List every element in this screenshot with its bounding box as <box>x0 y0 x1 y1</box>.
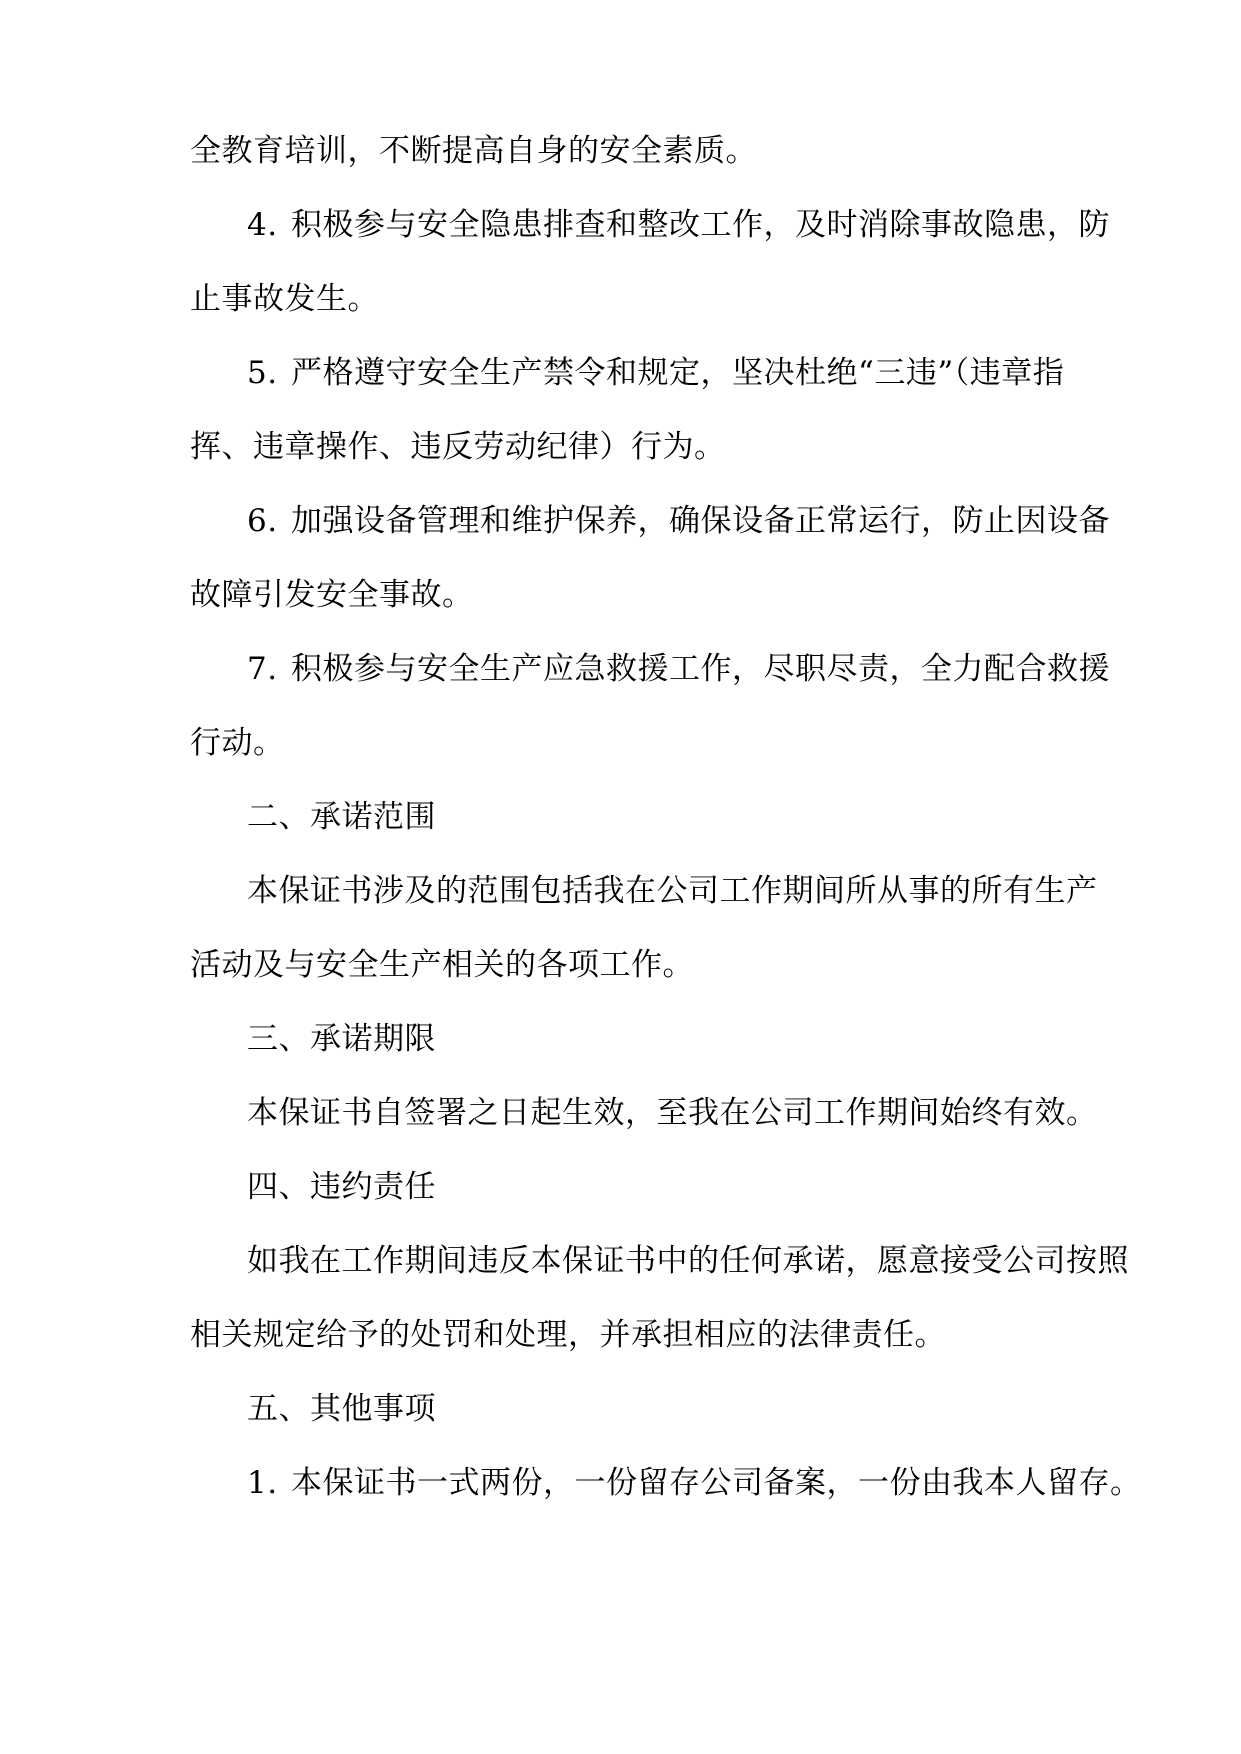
list-item-6-line-1 <box>247 501 1110 541</box>
list-item-7-line-1 <box>247 649 1110 689</box>
list-number: 4. <box>247 207 278 243</box>
list-item-text: 严格遵守安全生产禁令和规定，坚决杜绝“三违”（违章指 <box>291 355 1065 391</box>
section-heading-3: 三、承诺期限 <box>247 1021 436 1057</box>
section-4-line-2: 相关规定给予的处罚和处理，并承担相应的法律责任。 <box>190 1317 946 1353</box>
section-3-line-1: 本保证书自签署之日起生效，至我在公司工作期间始终有效。 <box>247 1095 1098 1131</box>
list-item-text: 加强设备管理和维护保养，确保设备正常运行，防止因设备 <box>291 503 1110 539</box>
section-2-line-1: 本保证书涉及的范围包括我在公司工作期间所从事的所有生产 <box>247 873 1098 909</box>
list-number: 7. <box>247 651 278 687</box>
section-heading-2: 二、承诺范围 <box>247 799 436 835</box>
section-heading-5: 五、其他事项 <box>247 1391 436 1427</box>
section-2-line-2: 活动及与安全生产相关的各项工作。 <box>190 947 694 983</box>
list-item-6-line-2: 故障引发安全事故。 <box>190 577 474 613</box>
section-4-line-1: 如我在工作期间违反本保证书中的任何承诺，愿意接受公司按照 <box>247 1243 1129 1279</box>
list-number: 6. <box>247 503 278 539</box>
list-item-4-line-2: 止事故发生。 <box>190 281 379 317</box>
list-item-text: 积极参与安全隐患排查和整改工作，及时消除事故隐患，防 <box>291 207 1110 243</box>
list-item-4-line-1 <box>247 205 1110 245</box>
list-item-text: 积极参与安全生产应急救援工作，尽职尽责，全力配合救援 <box>291 651 1110 687</box>
list-item-7-line-2: 行动。 <box>190 725 285 761</box>
list-item-5-line-1 <box>247 353 1065 393</box>
list-item-5-line-2: 挥、违章操作、违反劳动纪律）行为。 <box>190 429 726 465</box>
list-item-1-line-1 <box>247 1463 1142 1503</box>
list-item-text: 本保证书一式两份，一份留存公司备案，一份由我本人留存。 <box>291 1465 1142 1501</box>
list-number: 5. <box>247 355 278 391</box>
section-heading-4: 四、违约责任 <box>247 1169 436 1205</box>
list-number: 1. <box>247 1465 278 1501</box>
paragraph-line: 全教育培训，不断提高自身的安全素质。 <box>190 133 757 169</box>
